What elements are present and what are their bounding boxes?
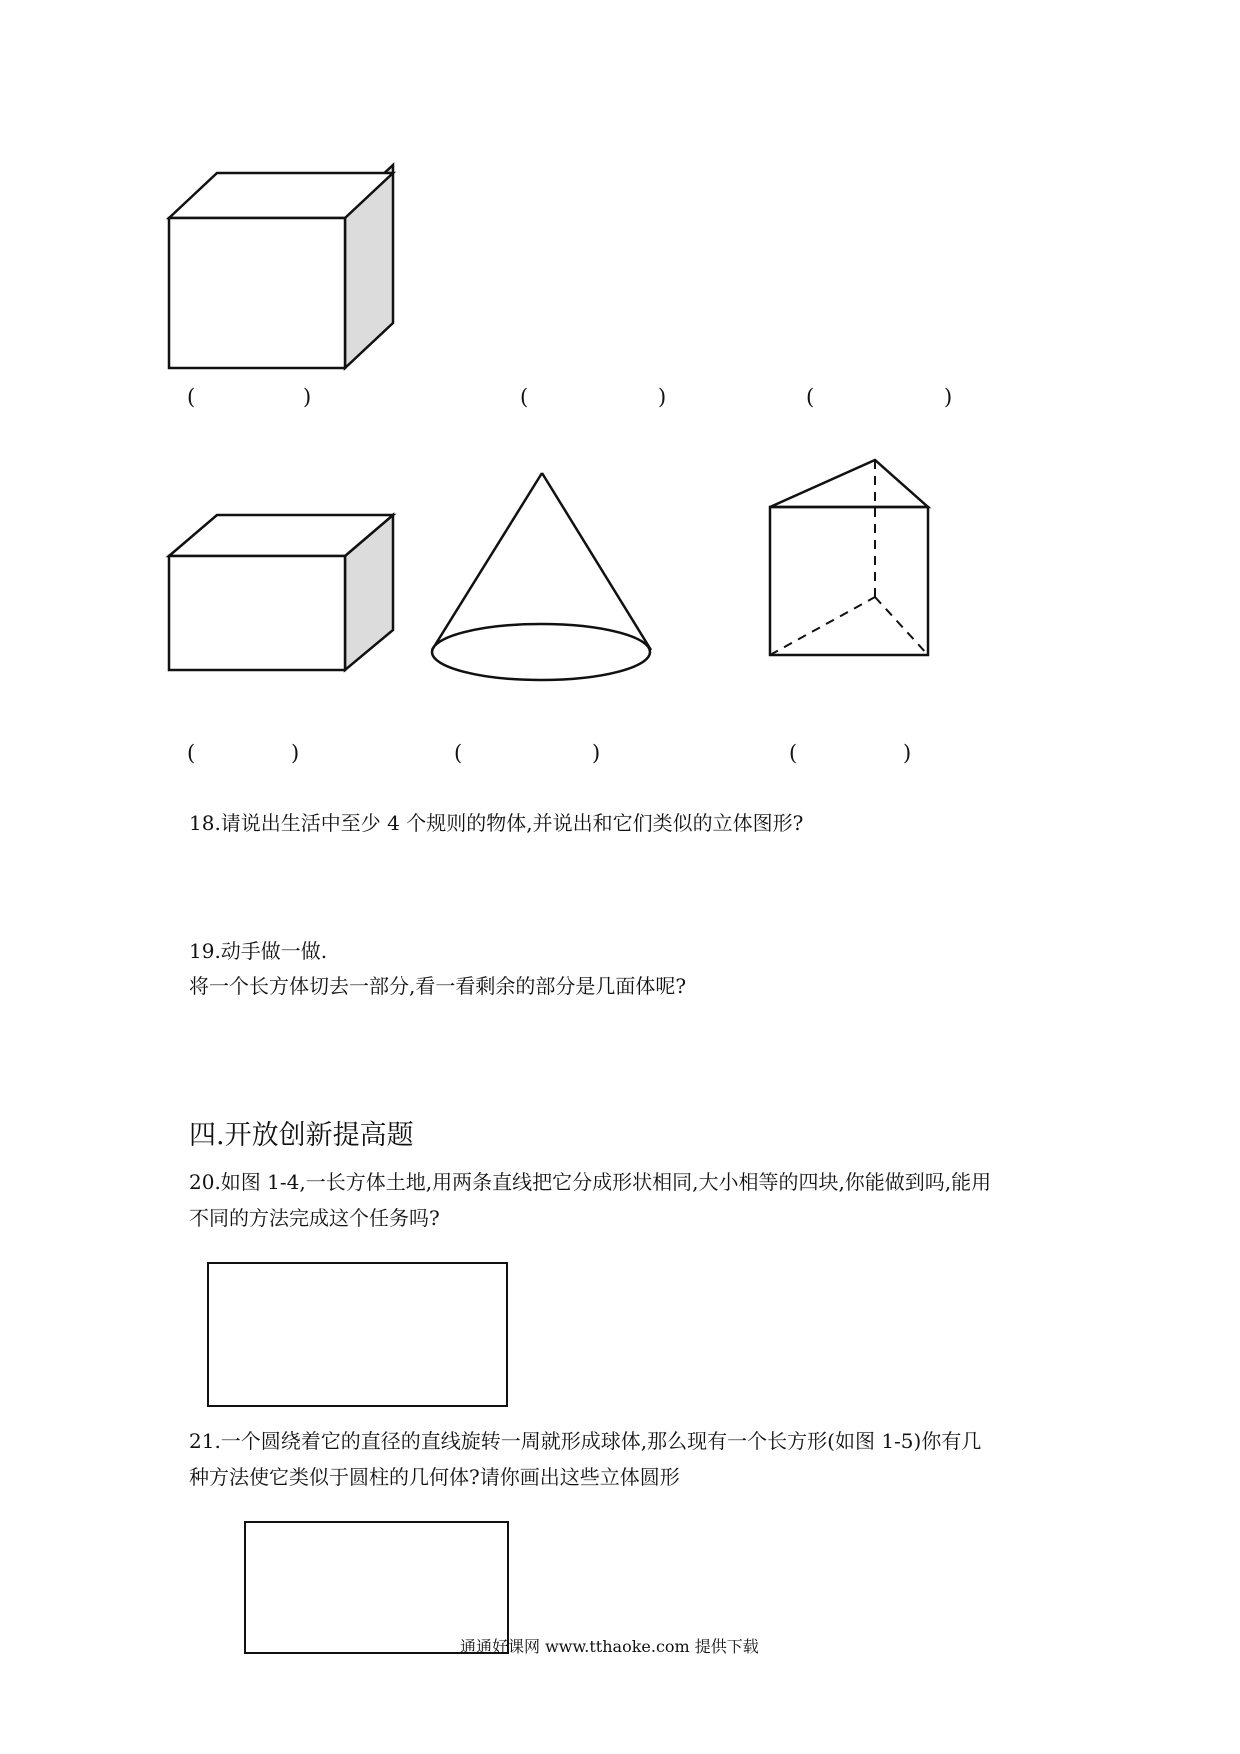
question-21-line1: 21.一个圆绕着它的直径的直线旋转一周就形成球体,那么现有一个长方形(如图 1-5)你有几 bbox=[189, 1429, 982, 1453]
question-19-title: 19.动手做一做. bbox=[189, 939, 328, 963]
blank-5-open: ( bbox=[454, 741, 463, 765]
blank-6-close: ) bbox=[903, 741, 912, 765]
blank-6-open: ( bbox=[789, 741, 798, 765]
blank-4-open: ( bbox=[187, 741, 196, 765]
cuboid-figure bbox=[160, 515, 380, 665]
question-18: 18.请说出生活中至少 4 个规则的物体,并说出和它们类似的立体图形? bbox=[189, 811, 804, 835]
prism-front-face bbox=[770, 507, 928, 655]
blank-4-close: ) bbox=[291, 741, 300, 765]
section-4-title: 四.开放创新提高题 bbox=[189, 1120, 414, 1151]
cube-figure bbox=[160, 165, 380, 355]
blank-3-close: ) bbox=[944, 385, 953, 409]
cube-front-face bbox=[169, 218, 345, 368]
question-21-line2: 种方法使它类似于圆柱的几何体?请你画出这些立体圆形 bbox=[189, 1465, 680, 1489]
question-19-body: 将一个长方体切去一部分,看一看剩余的部分是几面体呢? bbox=[189, 974, 687, 998]
blank-1-open: ( bbox=[187, 385, 196, 409]
prism-top-face bbox=[770, 460, 928, 507]
blank-1-close: ) bbox=[303, 385, 312, 409]
blank-5-close: ) bbox=[592, 741, 601, 765]
question-20-line2: 不同的方法完成这个任务吗? bbox=[189, 1206, 440, 1230]
question-20-line1: 20.如图 1-4,一长方体土地,用两条直线把它分成形状相同,大小相等的四块,你能做到吗,能用 bbox=[189, 1170, 992, 1194]
prism-hidden-edge-right bbox=[875, 597, 928, 655]
cone-figure bbox=[425, 470, 665, 700]
prism-hidden-edge-left bbox=[770, 597, 875, 655]
triangular-prism-figure bbox=[760, 455, 960, 675]
blank-2-close: ) bbox=[658, 385, 667, 409]
blank-2-open: ( bbox=[520, 385, 529, 409]
blank-3-open: ( bbox=[806, 385, 815, 409]
cone-base bbox=[432, 624, 650, 680]
cuboid-front-face bbox=[169, 556, 345, 670]
figure-1-4-rectangle bbox=[207, 1262, 508, 1407]
footer-source: 通通好课网 www.tthaoke.com 提供下载 bbox=[460, 1637, 759, 1656]
